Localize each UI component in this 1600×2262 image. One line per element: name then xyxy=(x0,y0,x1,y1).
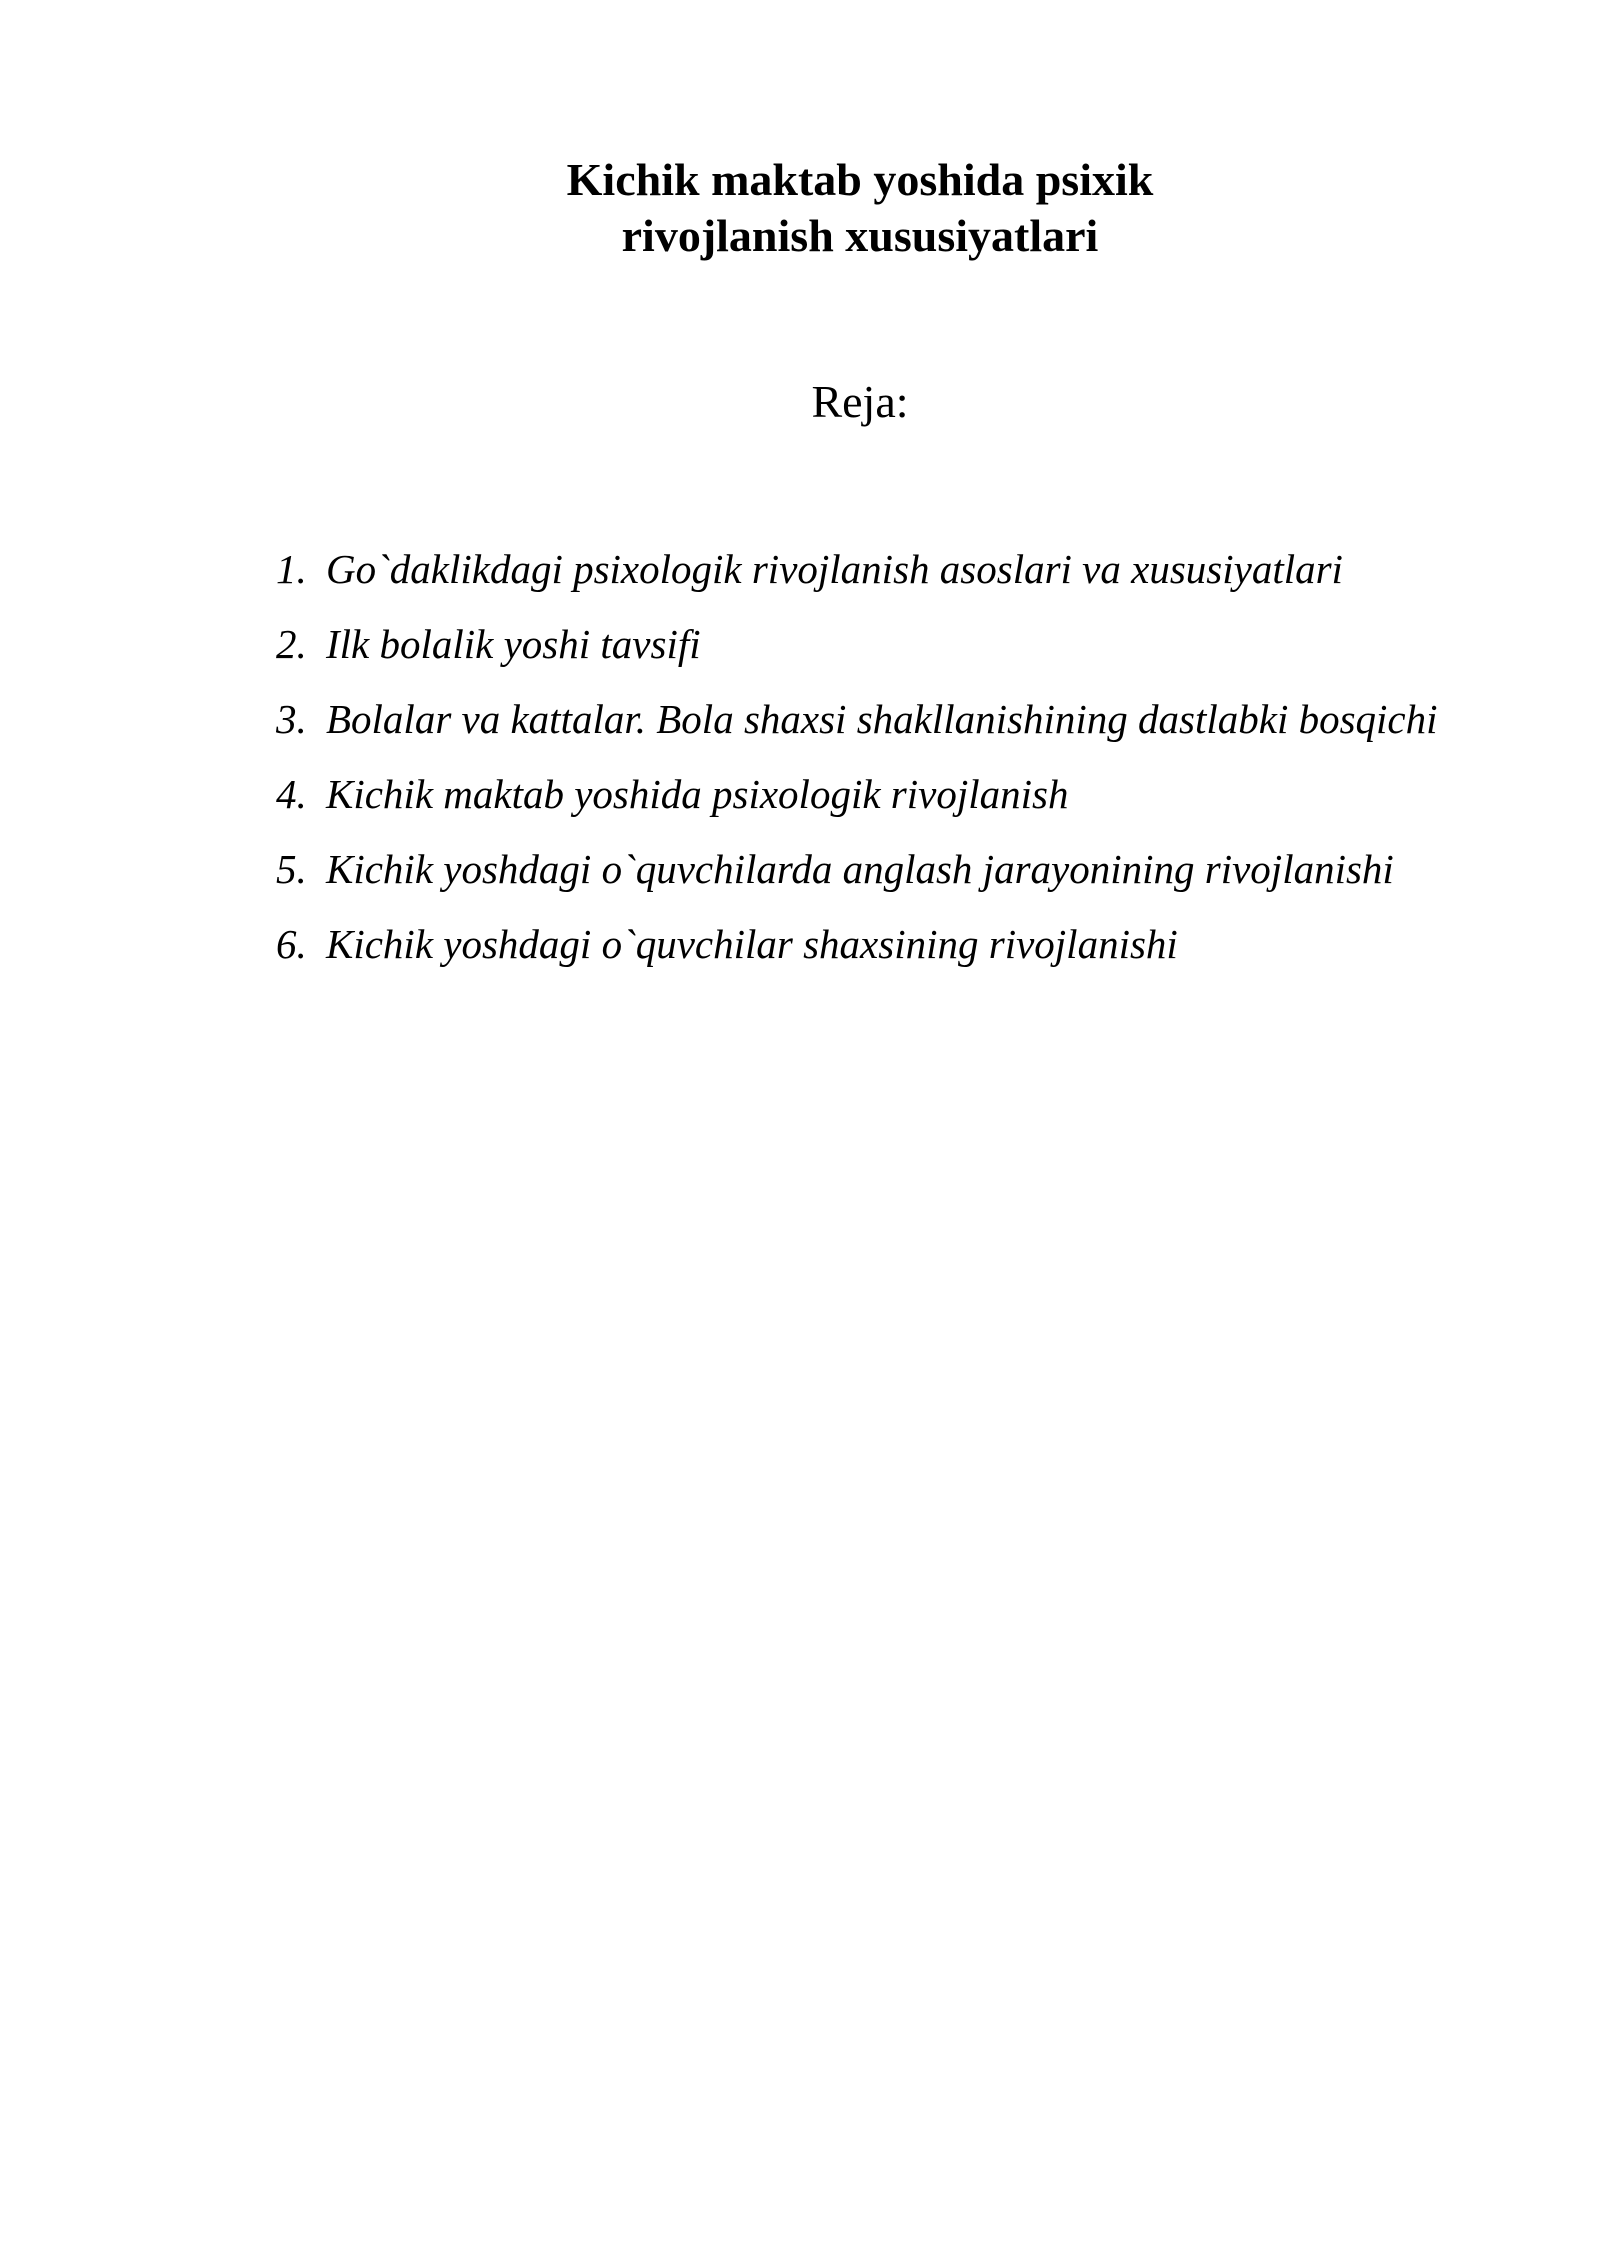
plan-item-5 xyxy=(276,832,1492,907)
plan-item-4 xyxy=(276,757,1492,832)
plan-item-number: 2. xyxy=(276,621,307,667)
plan-item-number: 4. xyxy=(276,771,307,817)
plan-item-1 xyxy=(276,532,1492,607)
title-line-1: Kichik maktab yoshida psixik xyxy=(566,154,1154,205)
plan-item-text: Go`daklikdagi psixologik rivojlanish asoslari va xususiyatlari xyxy=(326,546,1343,592)
plan-heading: Reja: xyxy=(811,376,909,427)
plan-item-text: Kichik yoshdagi o`quvchilar shaxsining rivojlanishi xyxy=(326,921,1178,967)
plan-item-number: 5. xyxy=(276,846,307,892)
plan-item-6 xyxy=(276,907,1492,982)
plan-list xyxy=(276,532,1492,982)
plan-item-2 xyxy=(276,607,1492,682)
plan-item-text: Kichik maktab yoshida psixologik rivojlanish xyxy=(326,771,1069,817)
plan-item-text: Ilk bolalik yoshi tavsifi xyxy=(326,621,701,667)
plan-item-text: Kichik yoshdagi o`quvchilarda anglash jarayonining rivojlanishi xyxy=(326,846,1394,892)
plan-item-3 xyxy=(276,682,1492,757)
title-line-2: rivojlanish xususiyatlari xyxy=(621,210,1099,261)
plan-item-number: 6. xyxy=(276,921,307,967)
plan-item-number: 3. xyxy=(276,696,307,742)
plan-item-text: Bolalar va kattalar. Bola shaxsi shakllanishining dastlabki bosqichi xyxy=(326,696,1438,742)
plan-item-number: 1. xyxy=(276,546,307,592)
document-title xyxy=(0,152,1600,264)
